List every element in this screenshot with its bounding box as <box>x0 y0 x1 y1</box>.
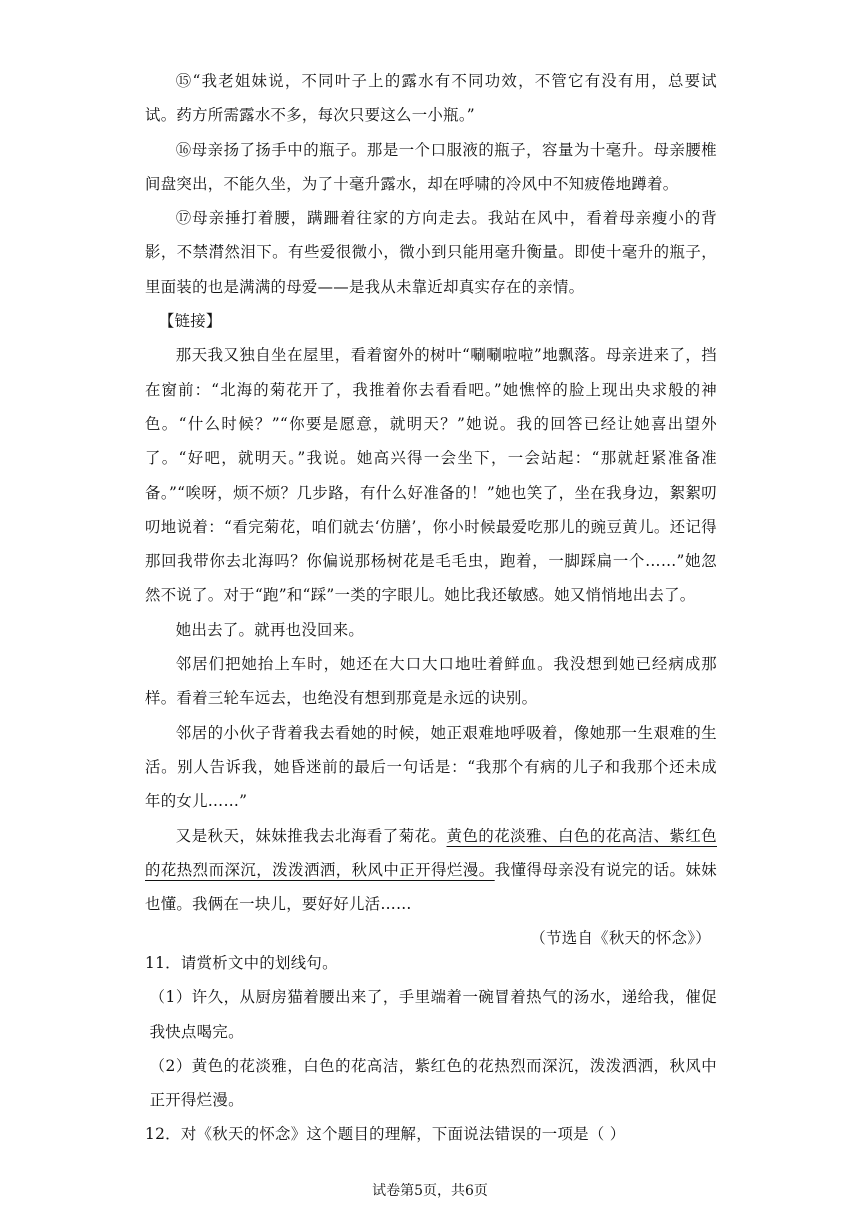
link-paragraph-3: 邻居们把她抬上车时，她还在大口大口地吐着鲜血。我没想到她已经病成那样。看着三轮车远去，也绝没有想到那竟是永远的诀别。 <box>145 655 717 708</box>
question-12-stem: 12．对《秋天的怀念》这个题目的理解，下面说法错误的一项是（ ） <box>145 1125 626 1144</box>
reading-passage <box>145 64 717 956</box>
paragraph-15: ⑮“我老姐妹说，不同叶子上的露水有不同功效，不管它有没有用，总要试试。药方所需露水不多，每次只要这么一小瓶。” <box>145 72 717 125</box>
questions-section <box>145 946 717 1152</box>
link-paragraph-2: 她出去了。就再也没回来。 <box>175 620 365 639</box>
link-paragraph-1: 那天我又独自坐在屋里，看着窗外的树叶“唰唰啦啦”地飘落。母亲进来了，挡在窗前：“北海的菊花开了，我推着你去看看吧。”她憔悴的脸上现出央求般的神色。“什么时候？”“你要是愿意，就明天？”她说。我的回答已经让她喜出望外了。“好吧，就明天。”我说。她高兴得一会坐下，一会站起：“那就赶紧准备准备。”“唉呀，烦不烦？几步路，有什么好准备的！”她也笑了，坐在我身边，絮絮叨叨地说着：“看完菊花，咱们就去‘仿膳’，你小时候最爱吃那儿的豌豆黄儿。还记得那回我带你去北海吗？你偏说那杨树花是毛毛虫，跑着，一脚踩扁一个……”她忽然不说了。对于“跑”和“踩”一类的字眼儿。她比我还敏感。她又悄悄地出去了。 <box>145 346 717 605</box>
underlined-sentence: 黄色的花淡雅、白色的花高洁、紫红色的花热烈而深沉，泼泼洒洒，秋风中正开得烂漫。 <box>145 826 717 879</box>
source-citation: （节选自《秋天的怀念》） <box>530 929 711 948</box>
link-paragraph-4: 邻居的小伙子背着我去看她的时候，她正艰难地呼吸着，像她那一生艰难的生活。别人告诉我，她昏迷前的最后一句话是：“我那个有病的儿子和我那个还未成年的女儿……” <box>145 723 717 811</box>
paragraph-16: ⑯母亲扬了扬手中的瓶子。那是一个口服液的瓶子，容量为十毫升。母亲腰椎间盘突出，不能久坐，为了十毫升露水，却在呼啸的冷风中不知疲倦地蹲着。 <box>145 140 717 193</box>
link-paragraph-5-tail: 我懂得母亲没有说完的话。妹妹也懂。我俩在一块儿，要好好儿活…… <box>145 860 718 914</box>
question-11-sub-1: （1）许久，从厨房猫着腰出来了，手里端着一碗冒着热气的汤水，递给我，催促我快点喝完。 <box>149 988 717 1041</box>
link-paragraph-5-lead: 又是秋天，妹妹推我去北海看了菊花。 <box>175 826 447 845</box>
link-paragraph-5 <box>145 819 717 922</box>
paragraph-17: ⑰母亲捶打着腰，蹒跚着往家的方向走去。我站在风中，看着母亲瘦小的背影，不禁潸然泪下。有些爱很微小，微小到只能用毫升衡量。即使十毫升的瓶子，里面装的也是满满的母爱——是我从未靠近却真实存在的亲情。 <box>145 209 717 296</box>
question-11-stem: 11．请赏析文中的划线句。 <box>145 954 338 972</box>
page-footer: 试卷第5页，共6页 <box>372 1183 488 1199</box>
question-11-sub-2: （2）黄色的花淡雅，白色的花高洁，紫红色的花热烈而深沉，泼泼洒洒，秋风中正开得烂漫。 <box>149 1056 717 1110</box>
link-heading: 【链接】 <box>158 312 222 331</box>
